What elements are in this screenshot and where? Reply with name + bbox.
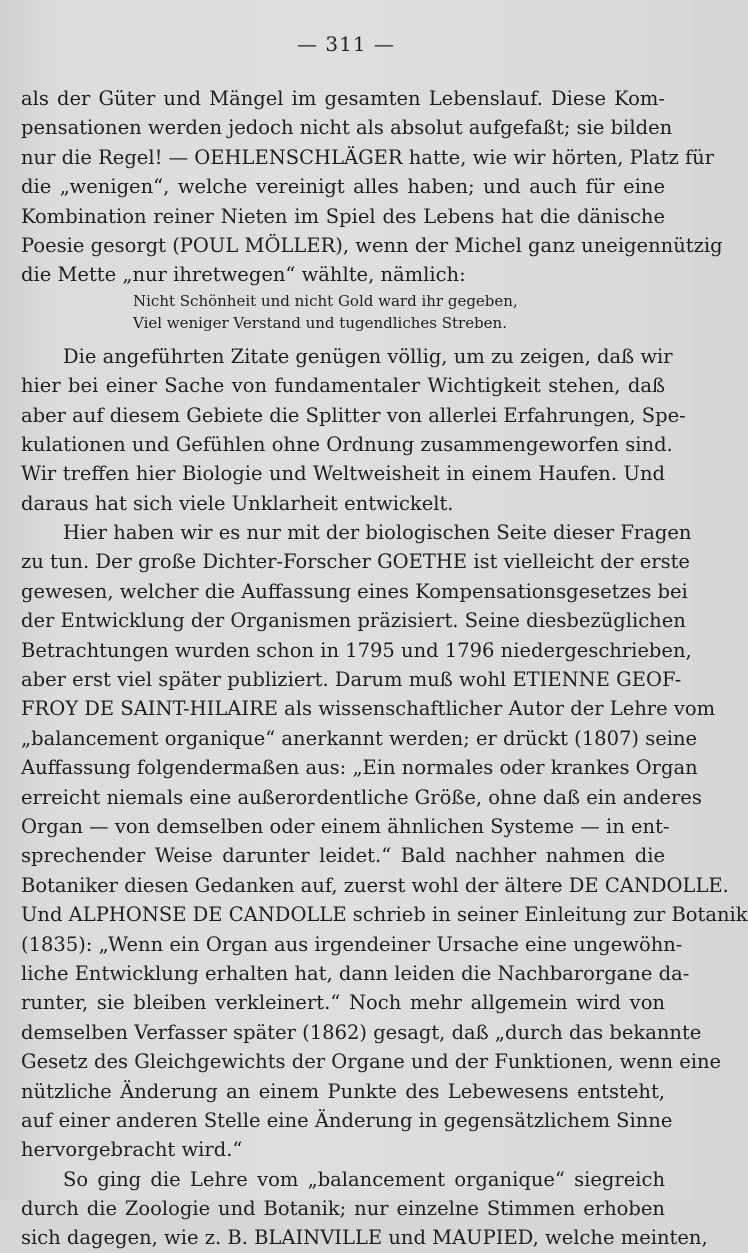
text-line: durch die Zoologie und Botanik; nur einzelne Stimmen erhoben xyxy=(21,1197,665,1221)
text-line: auf einer anderen Stelle eine Änderung in gegensätzlichem Sinne xyxy=(21,1108,673,1132)
body-text xyxy=(21,84,748,1253)
text-line: aber erst viel später publiziert. Darum muß wohl ETIENNE GEOF- xyxy=(21,668,682,692)
text-line: So ging die Lehre vom „balancement organique“ siegreich xyxy=(63,1167,665,1191)
text-line: sprechender Weise darunter leidet.“ Bald nachher nahmen die xyxy=(21,844,665,868)
text-line: (1835): „Wenn ein Organ aus irgendeiner Ursache eine ungewöhn- xyxy=(21,932,683,956)
text-line: pensationen werden jedoch nicht als absolut aufgefaßt; sie bilden xyxy=(21,116,673,140)
verse-line: Nicht Schönheit und nicht Gold ward ihr gegeben, xyxy=(133,291,518,310)
text-line: Poesie gesorgt (POUL MÖLLER), wenn der Michel ganz uneigennützig xyxy=(21,233,723,257)
text-line: erreicht niemals eine außerordentliche Größe, ohne daß ein anderes xyxy=(21,785,702,809)
text-line: Organ — von demselben oder einem ähnlichen Systeme — in ent- xyxy=(21,814,670,838)
text-line: aber auf diesem Gebiete die Splitter von allerlei Erfahrungen, Spe- xyxy=(21,403,686,427)
text-line: kulationen und Gefühlen ohne Ordnung zusammengeworfen sind. xyxy=(21,432,673,456)
text-line: sich dagegen, wie z. B. BLAINVILLE und MAUPIED, welche meinten, xyxy=(21,1226,708,1250)
text-line: die „wenigen“, welche vereinigt alles haben; und auch für eine xyxy=(21,175,665,199)
text-line: nützliche Änderung an einem Punkte des Lebewesens entsteht, xyxy=(21,1079,665,1103)
text-line: Die angeführten Zitate genügen völlig, um zu zeigen, daß wir xyxy=(63,344,673,368)
text-line: Wir treffen hier Biologie und Weltweisheit in einem Haufen. Und xyxy=(21,462,665,486)
text-line: daraus hat sich viele Unklarheit entwickelt. xyxy=(21,491,454,515)
text-line: gewesen, welcher die Auffassung eines Kompensationsgesetzes bei xyxy=(21,579,688,603)
text-line: FROY DE SAINT-HILAIRE als wissenschaftlicher Autor der Lehre vom xyxy=(21,697,716,721)
page-number-header: — 311 — xyxy=(297,32,395,56)
text-line: Hier haben wir es nur mit der biologischen Seite dieser Fragen xyxy=(63,521,692,545)
text-line: Kombination reiner Nieten im Spiel des Lebens hat die dänische xyxy=(21,204,665,228)
text-line: hervorgebracht wird.“ xyxy=(21,1138,243,1162)
text-line: Betrachtungen wurden schon in 1795 und 1796 niedergeschrieben, xyxy=(21,638,692,662)
text-line: zu tun. Der große Dichter-Forscher GOETHE ist vielleicht der erste xyxy=(21,550,690,574)
text-line: nur die Regel! — OEHLENSCHLÄGER hatte, wie wir hörten, Platz für xyxy=(21,145,715,169)
text-line: Und ALPHONSE DE CANDOLLE schrieb in seiner Einleitung zur Botanik xyxy=(21,903,748,927)
text-line: Botaniker diesen Gedanken auf, zuerst wohl der ältere DE CANDOLLE. xyxy=(21,873,729,897)
text-line: „balancement organique“ anerkannt werden; er drückt (1807) seine xyxy=(21,726,698,750)
text-line: als der Güter und Mängel im gesamten Lebenslauf. Diese Kom- xyxy=(21,87,665,110)
text-line: die Mette „nur ihretwegen“ wählte, nämlich: xyxy=(21,263,466,287)
text-line: hier bei einer Sache von fundamentaler Wichtigkeit stehen, daß xyxy=(21,374,665,398)
verse-line: Viel weniger Verstand und tugendliches Streben. xyxy=(133,313,507,332)
text-line: Gesetz des Gleichgewichts der Organe und der Funktionen, wenn eine xyxy=(21,1050,722,1074)
text-line: Auffassung folgendermaßen aus: „Ein normales oder krankes Organ xyxy=(21,756,698,780)
text-line: liche Entwicklung erhalten hat, dann leiden die Nachbarorgane da- xyxy=(21,961,690,985)
text-line: der Entwicklung der Organismen präzisiert. Seine diesbezüglichen xyxy=(21,609,686,633)
text-line: demselben Verfasser später (1862) gesagt, daß „durch das bekannte xyxy=(21,1020,702,1044)
text-line: runter, sie bleiben verkleinert.“ Noch mehr allgemein wird von xyxy=(21,991,665,1015)
